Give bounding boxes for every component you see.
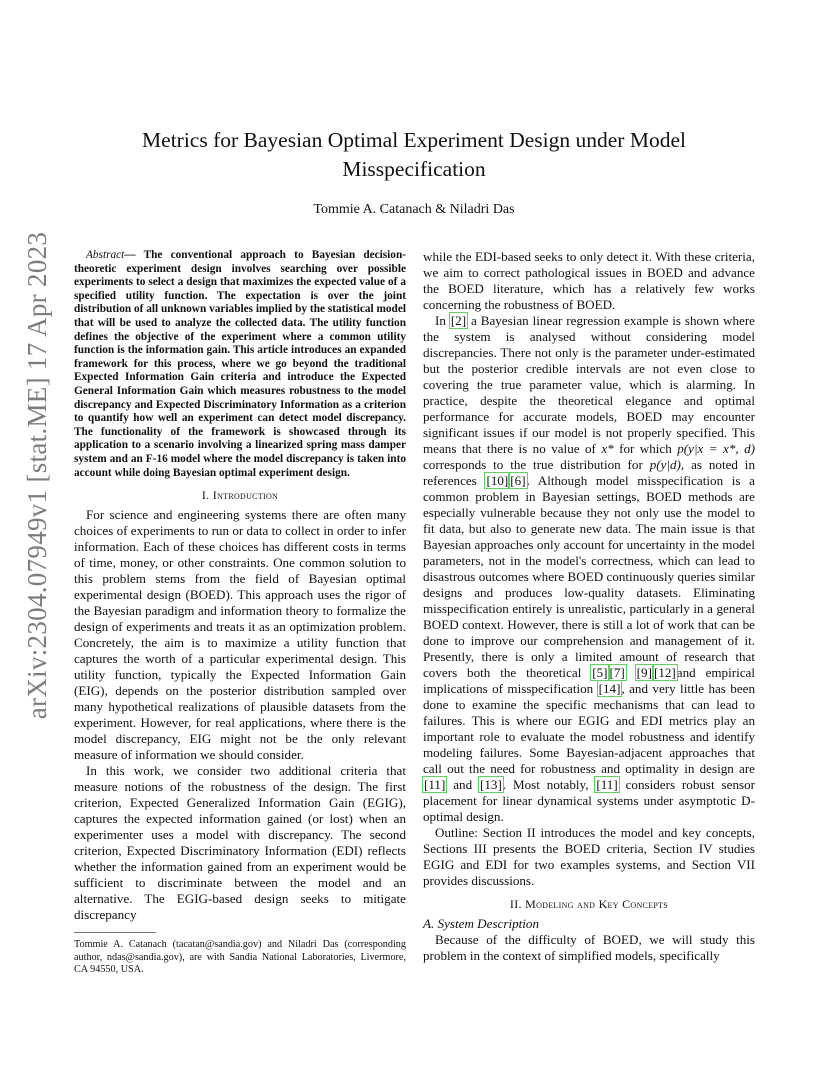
paper-authors: Tommie A. Catanach & Niladri Das [313, 202, 515, 217]
text-run: a Bayesian linear regression example is shown where the system is analysed without considering model discrepancies. There not only is the parameter under-estimated but the posterior credible intervals are not even close to covering the true parameter value, which is alarming. In practice, despite the theoretical elegance and optimal performance for accurate models, BOED may encounter significant issues if our model is not properly specified. This means that there is no value of [423, 313, 755, 456]
citation-link[interactable]: [6] [510, 473, 526, 488]
paper-title: Metrics for Bayesian Optimal Experiment Design under Model Misspecification [142, 128, 686, 181]
text-run: , and very little has been done to examine the specific mechanisms that can lead to failures. This is where our EGIG and EDI metrics play an important role to evaluate the model robustness and identify modeling failures. Some Bayesian-adjacent approaches that call out the need for robustness and optimality in design are [423, 681, 756, 776]
citation-link[interactable]: [7] [609, 665, 625, 680]
citation-link[interactable]: [13] [480, 777, 502, 792]
modeling-paragraph-1: Because of the difficulty of BOED, we will study this problem in the context of simplified models, specifically [423, 932, 755, 963]
citation-link[interactable]: [5] [592, 665, 608, 680]
citation-link[interactable]: [9] [636, 665, 652, 680]
citation-link[interactable]: [12] [653, 665, 676, 680]
citation-link[interactable]: [14] [598, 681, 621, 696]
text-run: and [446, 777, 480, 792]
text-run: . Most notably, [502, 777, 596, 792]
citation-link[interactable]: [11] [424, 777, 446, 792]
abstract-label: Abstract [86, 249, 125, 261]
citation-link[interactable]: [10] [486, 473, 509, 488]
footnote: Tommie A. Catanach (tacatan@sandia.gov) and Niladri Das (corresponding author, ndas@sandia.gov), are with Sandia National Laboratories, Livermore, CA 94550, USA. [74, 939, 406, 976]
arxiv-side-label [14, 231, 62, 719]
section-heading-introduction: I. Introduction [201, 488, 279, 503]
section-heading-modeling: II. Modeling and Key Concepts [509, 897, 669, 911]
abstract-dash: — [124, 249, 136, 261]
footnote-rule [74, 932, 156, 933]
math-conditional-2: p(y|d) [649, 457, 681, 472]
intro-paragraph-1: For science and engineering systems there are often many choices of experiments to run or data to collect in order to infer information. Each of these choices has different costs in terms of time, money, or other constraints. One common solution to this problem stems from the field of Bayesian optimal experimental design (BOED). This approach uses the rigor of the Bayesian paradigm and information theory to formalize the design of experiments and treats it as an optimization problem. Concretely, the aim is to maximize a utility function that captures the worth of a particular experimental design. This utility function, typically the Expected Information Gain (EIG), depends on the posterior distribution sampled over many hypothetical realizations of plausible datasets from the experiment. However, for real applications, where there is the model discrepancy, EIG might not be the only relevant measure of information we should consider. [74, 507, 406, 763]
citation-link[interactable]: [11] [596, 777, 618, 792]
right-column [423, 249, 755, 964]
left-column [74, 249, 406, 923]
arxiv-identifier[interactable]: arXiv:2304.07949v1 [stat.ME] 17 Apr 2023 [22, 231, 53, 719]
text-run: for which [613, 441, 678, 456]
intro-paragraph-2: In this work, we consider two additional criteria that measure notions of the robustness of the design. The first criterion, Expected Generalized Information Gain (EGIG), captures the expected information gained (or lost) when an experimenter uses a model with discrepancy. The second criterion, Expected Discriminatory Information (EDI) reflects whether the information gained from an experiment would be sufficient to discriminate between the model and an alternative. The EGIG-based design seeks to mitigate discrepancy [74, 763, 406, 923]
text-run: corresponds to the true distribution for [423, 457, 650, 472]
intro-paragraph-3 [423, 313, 755, 825]
text-run: and empirical implications of misspecification [423, 665, 756, 696]
intro-paragraph-2-continued: while the EDI-based seeks to only detect it. With these criteria, we aim to correct pathological issues in BOED and advance the BOED literature, which has a relatively few works concerning the robustness of BOED. [423, 249, 755, 312]
text-run: considers robust sensor placement for linear dynamical systems under asymptotic D-optimal design. [423, 777, 755, 824]
citation-link[interactable]: [2] [450, 313, 467, 328]
abstract [74, 249, 406, 480]
subsection-heading-system-description: A. System Description [423, 916, 540, 931]
math-conditional-1: p(y|x = x*, d) [677, 441, 755, 456]
text-run: In [435, 313, 450, 328]
abstract-text: The conventional approach to Bayesian decision-theoretic experiment design involves searching over possible experiments to select a design that maximizes the expected value of a specified utility function. The expectation is over the joint distribution of all unknown variables implied by the statistical model that will be used to analyze the collected data. The utility function defines the objective of the experiment where a common utility function is the information gain. This article introduces an expanded framework for this process, where we go beyond the traditional Expected Information Gain criteria and introduce the Expected General Information Gain which measures robustness to the model discrepancy and Expected Discriminatory Information as a criterion to quantify how well an experiment can detect model discrepancy. The functionality of the framework is showcased through its application to a scenario involving a linearized spring mass damper system and an F-16 model where the model discrepancy is taken into account while doing Bayesian optimal experiment design. [74, 249, 406, 479]
math-xstar: x* [601, 441, 614, 456]
text-run: , as noted in references [423, 457, 755, 488]
intro-paragraph-4: Outline: Section II introduces the model and key concepts, Sections III presents the BOED criteria, Section IV studies EGIG and EDI for two examples systems, and Section VII provides discussions. [423, 825, 755, 888]
text-run: . Although model misspecification is a common problem in Bayesian settings, BOED methods are especially vulnerable because they not only use the model to fit data, but also to generate new data. The main issue is that Bayesian approaches only account for uncertainty in the model parameters, not in the model's correctness, which can lead to disastrous outcomes where BOED continuously queries similar designs and produces low-quality datasets. Eliminating misspecification entirely is unrealistic, particularly in a general BOED context. However, there is still a lot of work that can be done to improve our comprehension and management of it. Presently, there is only a limited amount of research that covers both the theoretical [423, 473, 755, 680]
